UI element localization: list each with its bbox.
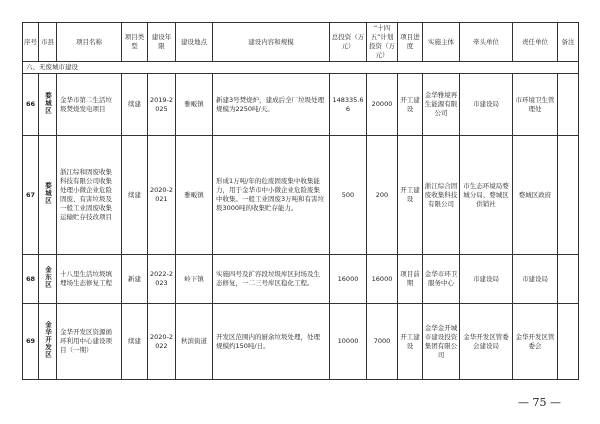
cell-remark [558, 304, 579, 380]
table-row [23, 136, 579, 255]
header-years: 建设年限 [148, 23, 176, 62]
cell-total: 10000 [330, 304, 367, 380]
cell-plan: 20000 [367, 74, 398, 136]
cell-years: 2020-2022 [148, 304, 176, 380]
cell-county-wrap [39, 304, 57, 380]
page-number: — 75 — [518, 396, 561, 409]
cell-content: 形成1万吨/年的危废固废集中收集能力，用于金华市中小微企业危险废集中收集。一般工业固废3万吨和有害垃圾3000吨的收集贮存能力。 [213, 136, 330, 255]
cell-type: 续建 [122, 74, 148, 136]
cell-name: 金华开发区资源循环利用中心建设项目（一期） [57, 304, 122, 380]
cell-seq: 68 [23, 255, 39, 304]
cell-years: 2019-2025 [148, 74, 176, 136]
header-row [23, 23, 579, 62]
cell-content: 开发区范围内的厨余垃圾处理，处理规模约150吨/日。 [213, 304, 330, 380]
header-location: 建设地点 [176, 23, 213, 62]
header-total: 总投资（万元） [330, 23, 367, 62]
cell-county: 婺城区 [44, 91, 52, 115]
cell-name: 金华市第二生活垃圾焚烧发电项目 [57, 74, 122, 136]
cell-resp: 市环境卫生管理处 [513, 74, 558, 136]
table-row [23, 74, 579, 136]
cell-plan: 7000 [367, 304, 398, 380]
document-page [22, 22, 579, 380]
header-name: 项目名称 [57, 23, 122, 62]
header-lead: 牵头单位 [460, 23, 513, 62]
cell-remark [558, 74, 579, 136]
cell-plan: 200 [367, 136, 398, 255]
cell-seq: 69 [23, 304, 39, 380]
cell-resp: 市建设局 [513, 255, 558, 304]
cell-seq: 66 [23, 74, 39, 136]
header-progress: 项目进度 [398, 23, 423, 62]
cell-lead: 金华开发区管委会建设局 [460, 304, 513, 380]
header-plan: “十四五”计划投资（万元） [367, 23, 398, 62]
cell-lead: 市建设局 [460, 255, 513, 304]
header-county: 市县 [39, 23, 57, 62]
header-remark: 备注 [558, 23, 579, 62]
cell-entity: 浙江综合固废收集科技有限公司 [423, 136, 460, 255]
cell-type: 续建 [122, 136, 148, 255]
cell-content: 新建3号焚烧炉，建成后全厂垃圾处理规模为2250吨/天。 [213, 74, 330, 136]
header-type: 项目类型 [122, 23, 148, 62]
section-row [23, 62, 579, 74]
cell-location: 秋滨街道 [176, 304, 213, 380]
cell-progress: 项目前期 [398, 255, 423, 304]
table-row [23, 255, 579, 304]
cell-county-wrap [39, 136, 57, 255]
cell-name: 浙江综和固废收集科技有限公司收集处理小微企业危险固废、有害垃圾及一般工业固废收集运输贮存技改项目 [57, 136, 122, 255]
cell-remark [558, 255, 579, 304]
header-resp: 责任单位 [513, 23, 558, 62]
cell-years: 2022-2023 [148, 255, 176, 304]
cell-entity: 金华市环卫服务中心 [423, 255, 460, 304]
cell-type: 新建 [122, 255, 148, 304]
cell-progress: 开工建设 [398, 74, 423, 136]
cell-content: 实施四号及扩容段垃圾库区封场及生态修复，一二三号库区稳化工程。 [213, 255, 330, 304]
cell-remark [558, 136, 579, 255]
cell-plan: 16000 [367, 255, 398, 304]
cell-location: 雅畈镇 [176, 74, 213, 136]
header-content: 建设内容和规模 [213, 23, 330, 62]
cell-progress: 开工建设 [398, 136, 423, 255]
cell-resp: 金华开发区管委会 [513, 304, 558, 380]
cell-total: 148335.66 [330, 74, 367, 136]
header-seq: 序号 [23, 23, 39, 62]
header-entity: 实施主体 [423, 23, 460, 62]
cell-name: 十八里生活垃圾填埋场生态修复工程 [57, 255, 122, 304]
cell-location: 雅畈镇 [176, 136, 213, 255]
section-title: 六、无废城市建设 [23, 62, 579, 74]
cell-total: 16000 [330, 255, 367, 304]
project-table [22, 22, 579, 380]
cell-county: 金华开发区 [44, 321, 52, 359]
cell-lead: 市生态环境局婺城分局、婺城区供销社 [460, 136, 513, 255]
cell-resp: 婺城区政府 [513, 136, 558, 255]
cell-county-wrap [39, 255, 57, 304]
cell-entity: 金华金开城市建设投资集团有限公司 [423, 304, 460, 380]
cell-total: 500 [330, 136, 367, 255]
cell-county: 金东区 [44, 266, 52, 289]
cell-location: 岭下镇 [176, 255, 213, 304]
cell-type: 续建 [122, 304, 148, 380]
cell-county-wrap [39, 74, 57, 136]
cell-progress: 开工建设 [398, 304, 423, 380]
cell-entity: 金华雅境再生能源有限公司 [423, 74, 460, 136]
cell-county: 婺城区 [44, 182, 52, 205]
cell-lead: 市建设局 [460, 74, 513, 136]
cell-years: 2020-2021 [148, 136, 176, 255]
cell-seq: 67 [23, 136, 39, 255]
table-row [23, 304, 579, 380]
